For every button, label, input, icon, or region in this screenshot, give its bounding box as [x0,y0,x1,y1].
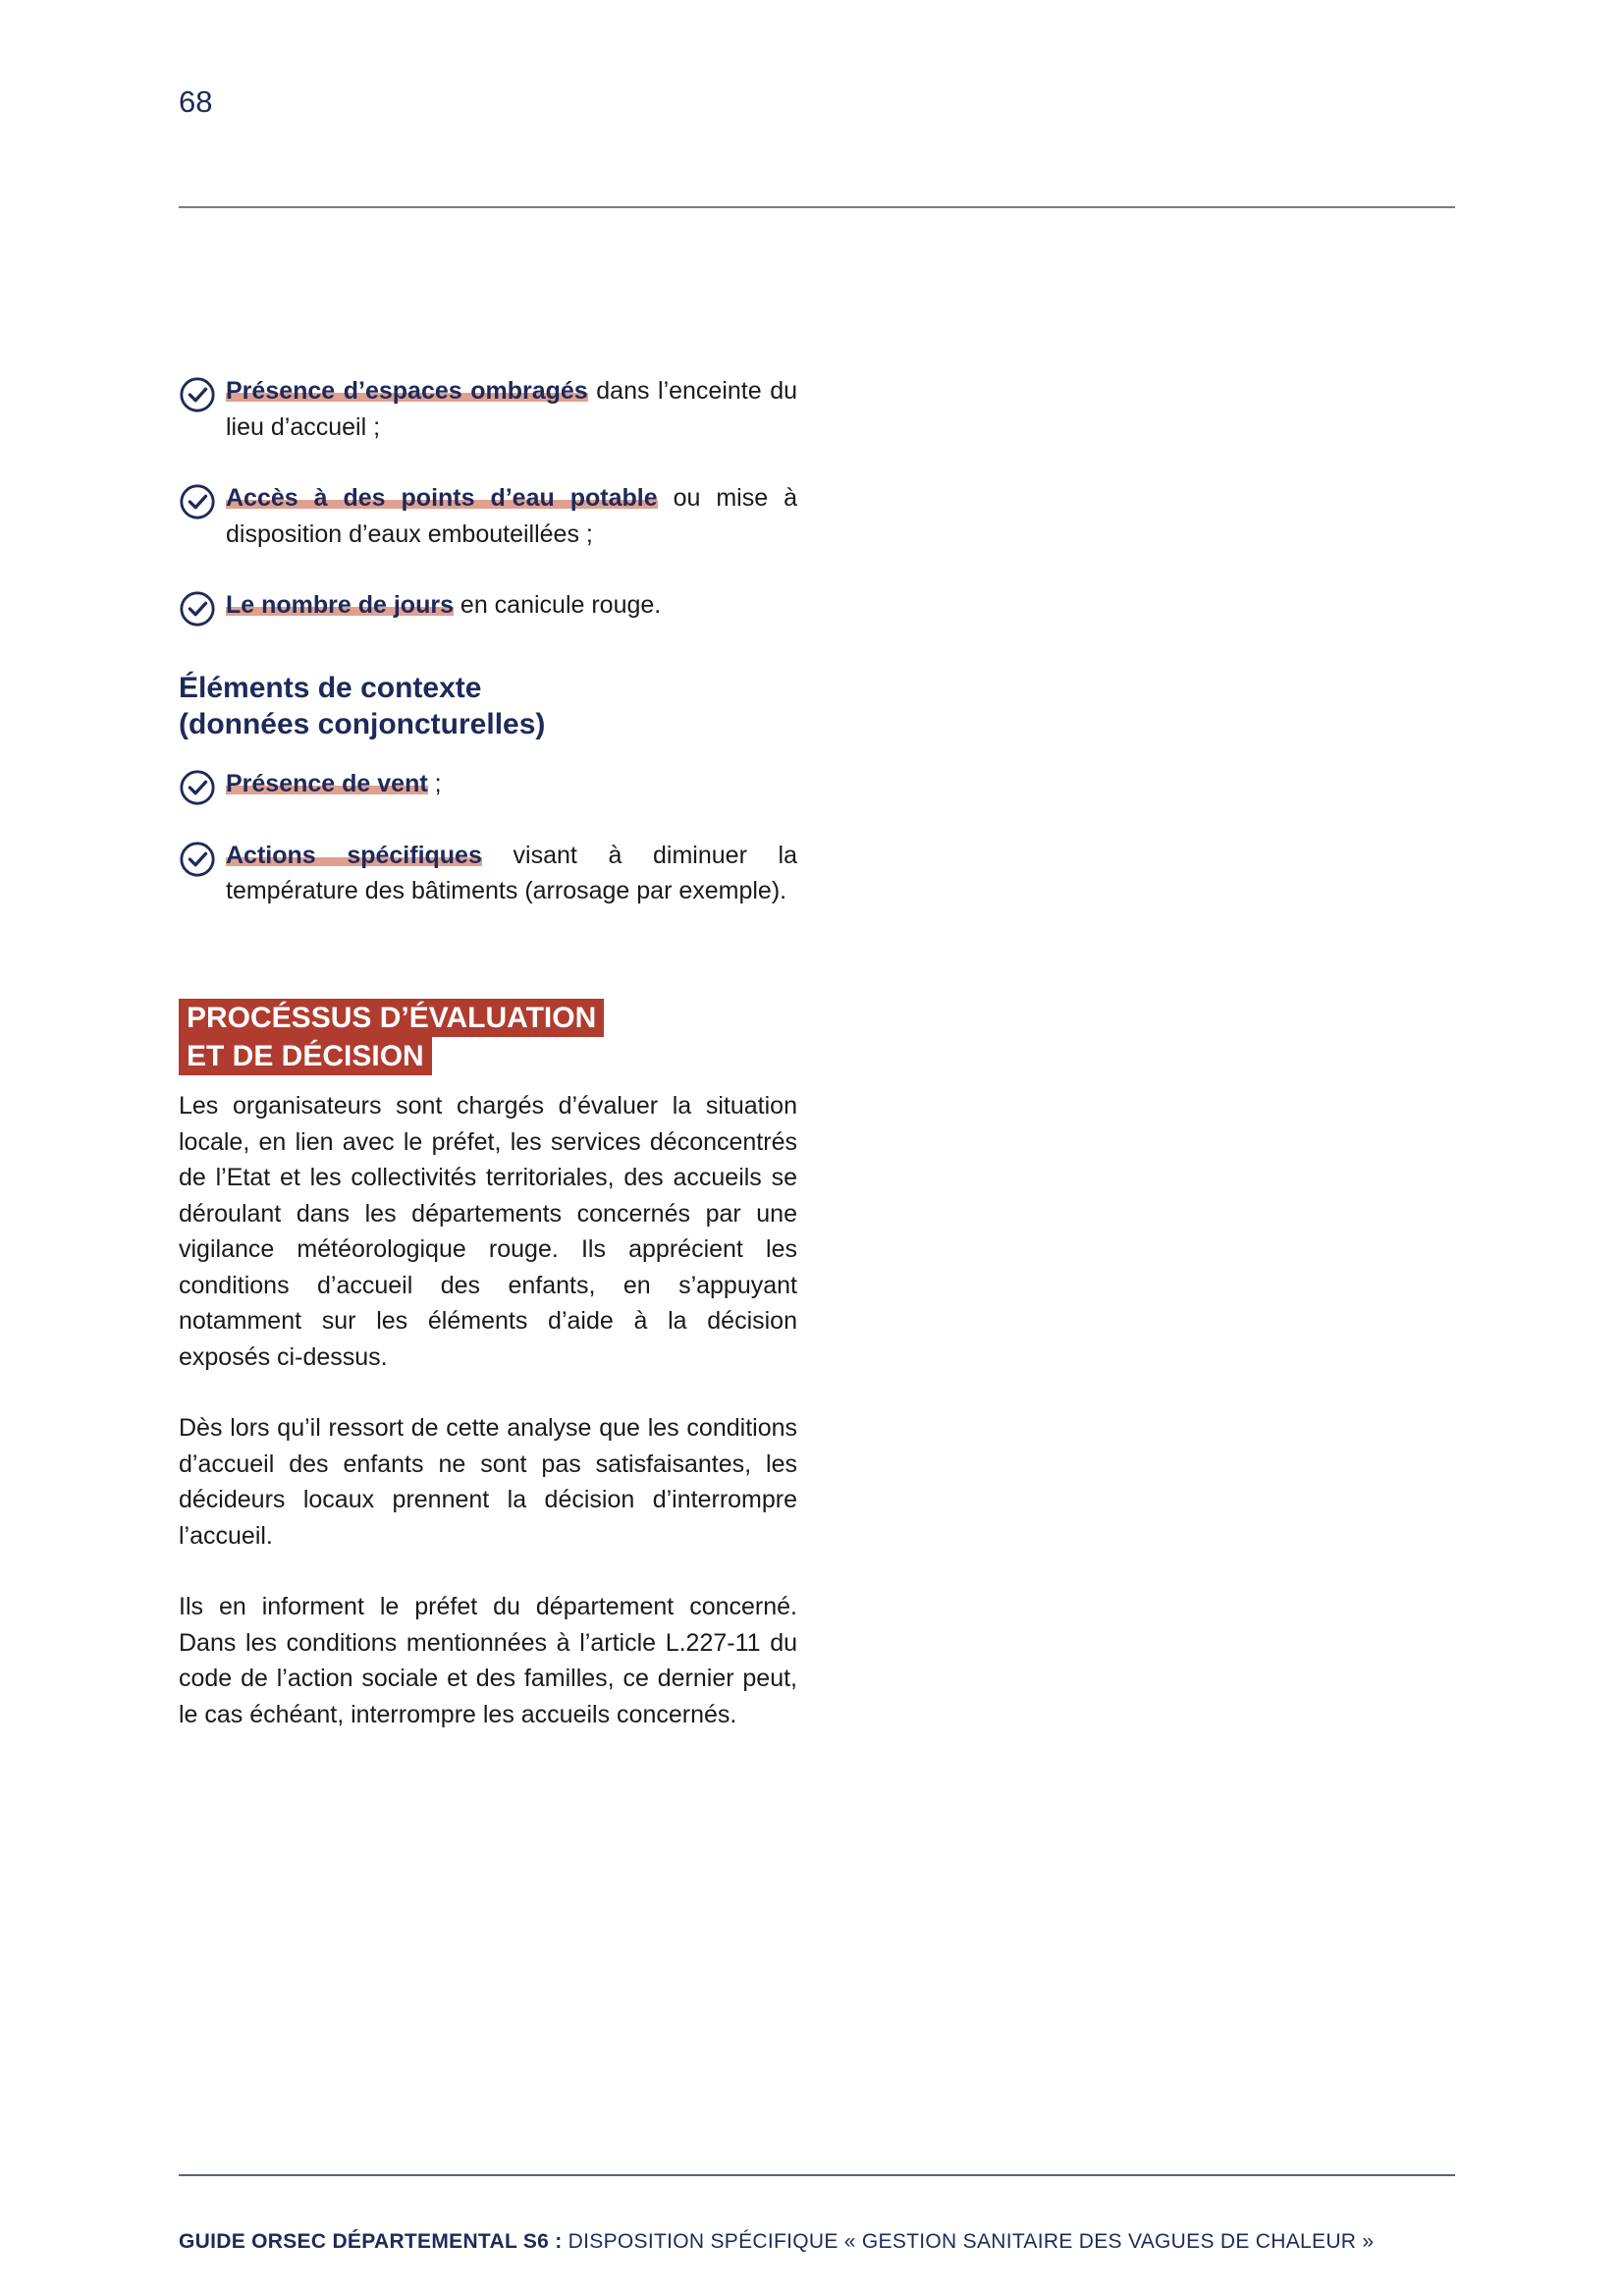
process-heading-line1: PROCÉSSUS D’ÉVALUATION [179,999,604,1037]
process-body [179,1088,797,1732]
paragraph: Les organisateurs sont chargés d’évaluer la situation locale, en lien avec le préfet, les services déconcentrés de l’Etat et les collectivités territoriales, des accueils se déroulant dans les départements concernés par une vigilance météorologique rouge. Ils apprécient les conditions d’accueil des enfants, en s’appuyant notamment sur les éléments d’aide à la décision exposés ci-dessus. [179,1092,797,1371]
check-circle-icon [179,376,216,413]
list-item [179,373,797,445]
context-heading-line2: (données conjoncturelles) [179,708,546,740]
context-list [179,766,797,909]
item-highlight: Présence de vent [226,770,428,797]
list-item [179,480,797,552]
item-text: visant à diminuer la température des bâtiments (arrosage par exemple). [226,841,798,904]
footer-title: GUIDE ORSEC DÉPARTEMENTAL S6 : [179,2230,563,2253]
check-circle-icon [179,590,216,628]
list-item [179,838,797,909]
paragraph: Ils en informent le préfet du département concerné. Dans les conditions mentionnées à l’article L.227-11 du code de l’action sociale et des familles, ce dernier peut, le cas échéant, interrompre les accueils concernés. [179,1593,797,1728]
item-text: en canicule rouge. [453,591,662,619]
list-item [179,587,797,624]
item-highlight: Le nombre de jours [226,591,454,619]
footer-subtitle: DISPOSITION SPÉCIFIQUE « GESTION SANITAIRE DES VAGUES DE CHALEUR » [562,2230,1375,2253]
check-circle-icon [179,769,216,806]
item-text: ou mise à disposition d’eaux embouteillées ; [226,484,797,548]
page-number: 68 [179,84,213,119]
item-highlight: Accès à des points d’eau potable [226,484,658,512]
criteria-list [179,373,797,624]
process-heading-line2: ET DE DÉCISION [179,1037,432,1075]
check-circle-icon [179,483,216,520]
footer [179,2230,1374,2254]
list-item [179,766,797,802]
context-heading-line1: Éléments de contexte [179,672,482,704]
header-divider [179,206,1455,208]
item-highlight: Actions spécifiques [226,841,482,869]
check-circle-icon [179,841,216,878]
footer-divider [179,2174,1455,2176]
context-heading [179,670,545,742]
item-text: ; [427,770,442,797]
process-heading [179,999,604,1075]
item-text: dans l’enceinte du lieu d’accueil ; [226,377,798,441]
item-highlight: Présence d’espaces ombragés [226,377,588,405]
paragraph: Dès lors qu’il ressort de cette analyse que les conditions d’accueil des enfants ne sont pas satisfaisantes, les décideurs locaux prennent la décision d’interrompre l’accueil. [179,1414,797,1550]
